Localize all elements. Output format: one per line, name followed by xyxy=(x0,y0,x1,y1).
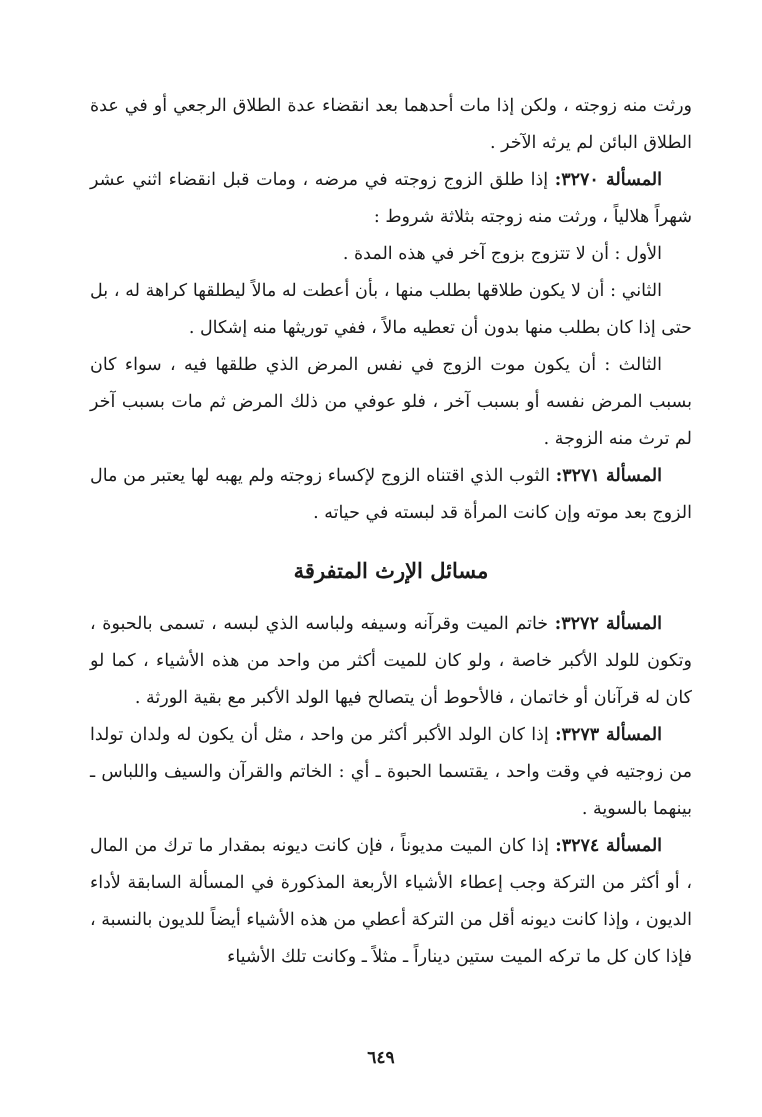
paragraph-text: إذا كان الميت مديوناً ، فإن كانت ديونه بمقدار ما ترك من المال ، أو أكثر من التركة وجب إعطاء الأشياء الأربعة المذكورة في المسألة السابقة لأداء الديون ، وإذا كانت ديونه أقل من التركة أعطي من هذه الأشياء أيضاً للديون بالنسبة ، فإذا كان كل ما تركه الميت ستين ديناراً ـ مثلاً ـ وكانت تلك الأشياء xyxy=(90,836,692,967)
paragraph-condition-first xyxy=(90,236,692,273)
paragraph-issue-3270 xyxy=(90,162,692,236)
issue-label: المسألة ٣٢٧٢: xyxy=(554,614,663,634)
issue-label: المسألة ٣٢٧٠: xyxy=(554,170,663,190)
paragraph-condition-second xyxy=(90,273,692,347)
issue-label: المسألة ٣٢٧١: xyxy=(555,466,663,486)
paragraph-text: الأول : أن لا تتزوج بزوج آخر في هذه المدة . xyxy=(342,244,662,264)
paragraph-text: ورثت منه زوجته ، ولكن إذا مات أحدهما بعد انقضاء عدة الطلاق الرجعي أو في عدة الطلاق البائن لم يرثه الآخر . xyxy=(90,96,692,153)
paragraph-text: الثالث : أن يكون موت الزوج في نفس المرض الذي طلقها فيه ، سواء كان بسبب المرض نفسه أو بسبب آخر ، فلو عوفي من ذلك المرض ثم مات بسبب آخر لم ترث منه الزوجة . xyxy=(90,355,692,449)
paragraph-issue-3274 xyxy=(90,828,692,976)
page-body xyxy=(90,88,692,976)
paragraph-issue-3273 xyxy=(90,717,692,828)
page-number: ٦٤٩ xyxy=(367,1048,395,1068)
paragraph-text: إذا كان الولد الأكبر أكثر من واحد ، مثل أن يكون له ولدان تولدا من زوجتيه في وقت واحد ، يقتسما الحبوة ـ أي : الخاتم والقرآن والسيف واللباس ـ بينهما بالسوية . xyxy=(90,725,692,819)
paragraph-issue-3271 xyxy=(90,458,692,532)
section-heading: مسائل الإرث المتفرقة xyxy=(293,558,489,583)
paragraph-continuation xyxy=(90,88,692,162)
paragraph-text: الثوب الذي اقتناه الزوج لإكساء زوجته ولم يهبه لها يعتبر من مال الزوج بعد موته وإن كانت المرأة قد لبسته في حياته . xyxy=(90,466,692,523)
paragraph-text: خاتم الميت وقرآنه وسيفه ولباسه الذي لبسه ، تسمى بالحبوة ، وتكون للولد الأكبر خاصة ، ولو كان للميت أكثر من واحد من هذه الأشياء ، كما لو كان له قرآنان أو خاتمان ، فالأحوط أن يتصالح فيها الولد الأكبر مع بقية الورثة . xyxy=(90,614,692,708)
paragraph-condition-third xyxy=(90,347,692,458)
issue-label: المسألة ٣٢٧٤: xyxy=(555,836,663,856)
paragraph-issue-3272 xyxy=(90,606,692,717)
paragraph-text: إذا طلق الزوج زوجته في مرضه ، ومات قبل انقضاء اثني عشر شهراً هلالياً ، ورثت منه زوجته بثلاثة شروط : xyxy=(90,170,692,227)
paragraph-text: الثاني : أن لا يكون طلاقها بطلب منها ، بأن أعطت له مالاً ليطلقها كراهة له ، بل حتى إذا كان بطلب منها بدون أن تعطيه مالاً ، ففي توريثها منه إشكال . xyxy=(90,281,692,338)
issue-label: المسألة ٣٢٧٣: xyxy=(555,725,662,745)
